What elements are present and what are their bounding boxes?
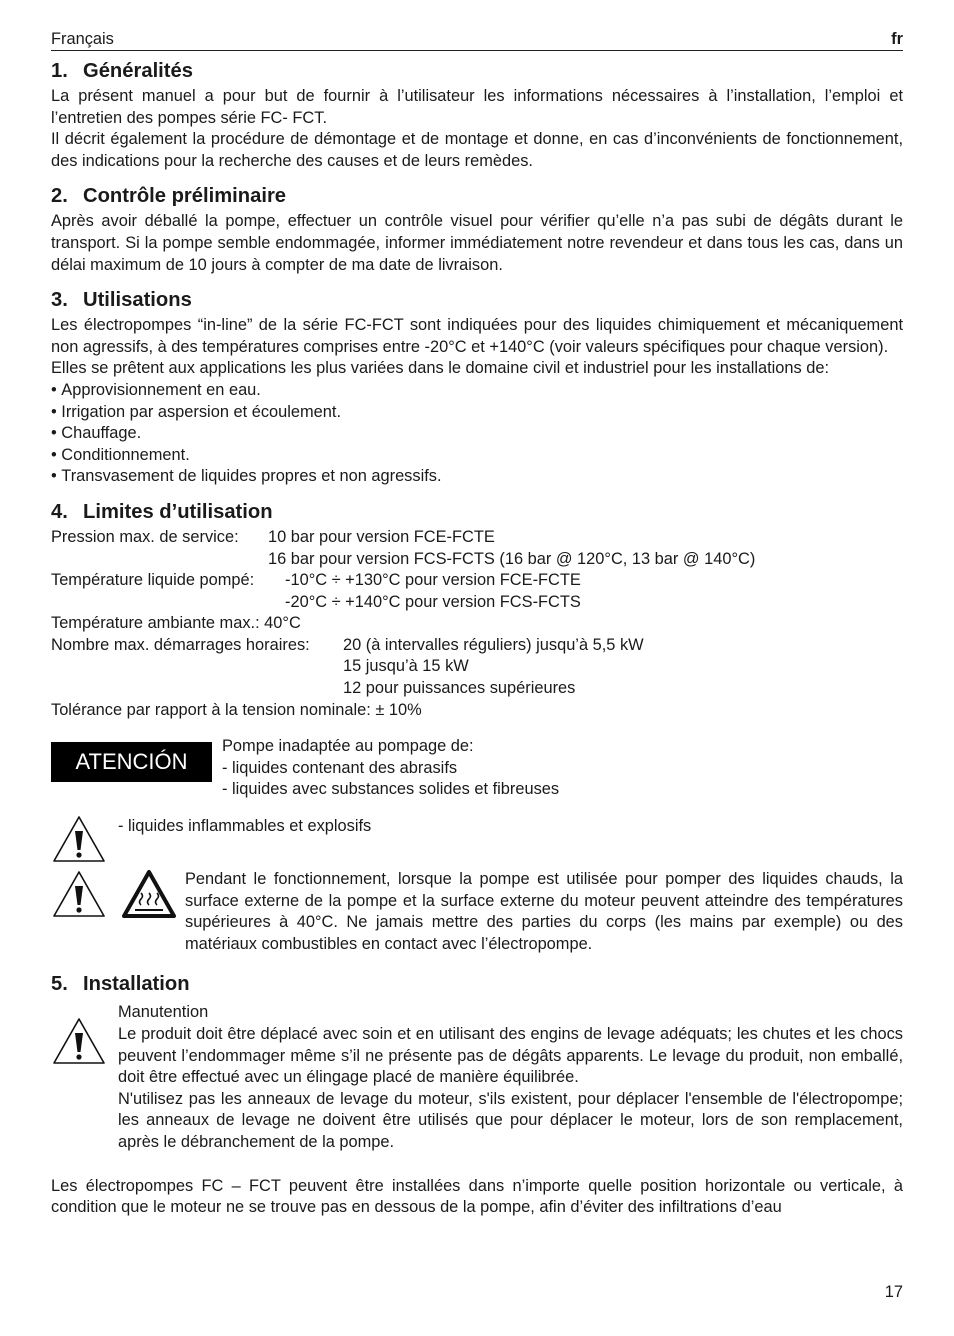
- list-item: • Approvisionnement en eau.: [51, 380, 903, 402]
- section-2-title: Contrôle préliminaire: [83, 185, 287, 208]
- section-1-paragraph-1: La présent manuel a pour but de fournir à l’utilisateur les informations nécessaires à l’installation, l’emploi et l’entretien des pompes série FC- FCT.: [51, 87, 903, 127]
- warning-triangle-icon: [51, 814, 107, 864]
- section-4-heading: [51, 500, 903, 524]
- handling-block: [51, 1002, 903, 1153]
- hot-surface-warning: [51, 869, 903, 955]
- handling-text: [118, 1002, 903, 1153]
- starts-value-3: 12 pour puissances supérieures: [343, 679, 576, 698]
- list-item: • Conditionnement.: [51, 445, 903, 467]
- section-2-paragraph-1: Après avoir déballé la pompe, effectuer un contrôle visuel pour vérifier qu’elle n’a pas subi de dégâts durant le transport. Si la pompe semble endommagée, informer immédiatement notre revendeur et dans tous les cas, dans un délai maximum de 10 jours à compter de ma date de livraison.: [51, 212, 903, 274]
- starts-value-2: 15 jusqu’à 15 kW: [343, 657, 469, 676]
- pression-value-1: 10 bar pour version FCE-FCTE: [268, 527, 495, 546]
- starts-value-1: 20 (à intervalles réguliers) jusqu’à 5,5 kW: [343, 635, 644, 654]
- section-3-paragraph-2: Elles se prêtent aux applications les plus variées dans le domaine civil et industriel pour les installations de:: [51, 359, 830, 378]
- handling-paragraph-2: N'utilisez pas les anneaux de levage du moteur, s'ils existent, pour déplacer l'ensemble de l'électropompe; les anneaux de levage ne doivent être utilisés que pour déplacer le moteur, lors de son remplacement, après le débranchement de la pompe.: [118, 1089, 903, 1151]
- header-language: Français: [51, 30, 114, 48]
- warning-triangle-icon: [51, 1016, 107, 1066]
- attention-text: [222, 736, 559, 801]
- section-5-paragraph-3: Les électropompes FC – FCT peuvent être installées dans n’importe quelle position horizontale ou verticale, à condition que le moteur ne se trouve pas en dessous de la pompe, afin d’éviter des infiltrations d’eau: [51, 1176, 903, 1217]
- section-4-title: Limites d’utilisation: [83, 500, 273, 523]
- temp-value-2: -20°C ÷ +140°C pour version FCS-FCTS: [285, 592, 581, 611]
- voltage-tolerance: Tolérance par rapport à la tension nominale: ± 10%: [51, 700, 422, 719]
- warning-triangle-icon: [51, 869, 107, 919]
- list-item: • Transvasement de liquides propres et non agressifs.: [51, 466, 903, 488]
- starts-label: Nombre max. démarrages horaires:: [51, 635, 310, 654]
- section-1-number: 1.: [51, 60, 68, 82]
- attention-badge: ATENCIÓN: [51, 742, 212, 782]
- section-2-number: 2.: [51, 185, 68, 208]
- section-1-title: Généralités: [83, 60, 193, 82]
- section-5-number: 5.: [51, 973, 68, 996]
- section-1-heading: [51, 59, 903, 83]
- list-item: • Chauffage.: [51, 423, 903, 445]
- limits-table: [51, 527, 903, 721]
- section-3-title: Utilisations: [83, 289, 192, 312]
- running-header: [51, 28, 903, 51]
- attention-line-1: Pompe inadaptée au pompage de:: [222, 737, 474, 756]
- pression-value-2: 16 bar pour version FCS-FCTS (16 bar @ 120°C, 13 bar @ 140°C): [268, 549, 756, 568]
- ambient-temp: Température ambiante max.: 40°C: [51, 614, 301, 633]
- section-3-number: 3.: [51, 289, 68, 312]
- usage-list: [51, 380, 903, 488]
- attention-note: [51, 736, 903, 801]
- section-2-heading: [51, 184, 903, 208]
- section-1-paragraph-2: Il décrit également la procédure de démontage et de montage et donne, en cas d’inconvénients de fonctionnement, des indications pour la recherche des causes et de leurs remèdes.: [51, 130, 903, 170]
- handling-subtitle: Manutention: [118, 1003, 209, 1022]
- flammable-warning: [51, 814, 903, 864]
- hot-surface-icon: [121, 869, 177, 919]
- header-lang-code: fr: [891, 30, 903, 48]
- temp-value-1: -10°C ÷ +130°C pour version FCE-FCTE: [285, 571, 581, 590]
- section-5-title: Installation: [83, 973, 190, 996]
- list-item: • Irrigation par aspersion et écoulement.: [51, 402, 903, 424]
- temp-label: Température liquide pompé:: [51, 571, 255, 590]
- page: [51, 28, 903, 1219]
- pression-label: Pression max. de service:: [51, 527, 239, 546]
- attention-line-2: - liquides contenant des abrasifs: [222, 758, 458, 777]
- handling-paragraph-1: Le produit doit être déplacé avec soin et en utilisant des engins de levage adéquats; les chutes et les chocs peuvent l’endommager même s’il ne présente pas de dégâts apparents. Le levage du produit, non emballé, doit être effectué avec un élingage placé de manière équilibrée.: [118, 1025, 903, 1087]
- page-number: 17: [884, 1283, 903, 1301]
- section-3-paragraph-1: Les électropompes “in-line” de la série FC-FCT sont indiquées pour des liquides chimiquement et mécaniquement non agressifs, à des températures comprises entre -20°C et +140°C (voir valeurs spécifiques pour chaque version).: [51, 316, 903, 356]
- section-4-number: 4.: [51, 500, 68, 523]
- attention-line-3: - liquides avec substances solides et fibreuses: [222, 780, 560, 799]
- section-5-heading: [51, 972, 903, 996]
- flammable-text: - liquides inflammables et explosifs: [118, 817, 372, 836]
- section-3-heading: [51, 288, 903, 312]
- hot-surface-text: Pendant le fonctionnement, lorsque la pompe est utilisée pour pomper des liquides chauds, la surface externe de la pompe et la surface externe du moteur peuvent atteindre des températures supérieures à 40°C. Ne jamais mettre des parties du corps (les mains par exemple) ou des matériaux combustibles en contact avec l’électropompe.: [185, 870, 903, 953]
